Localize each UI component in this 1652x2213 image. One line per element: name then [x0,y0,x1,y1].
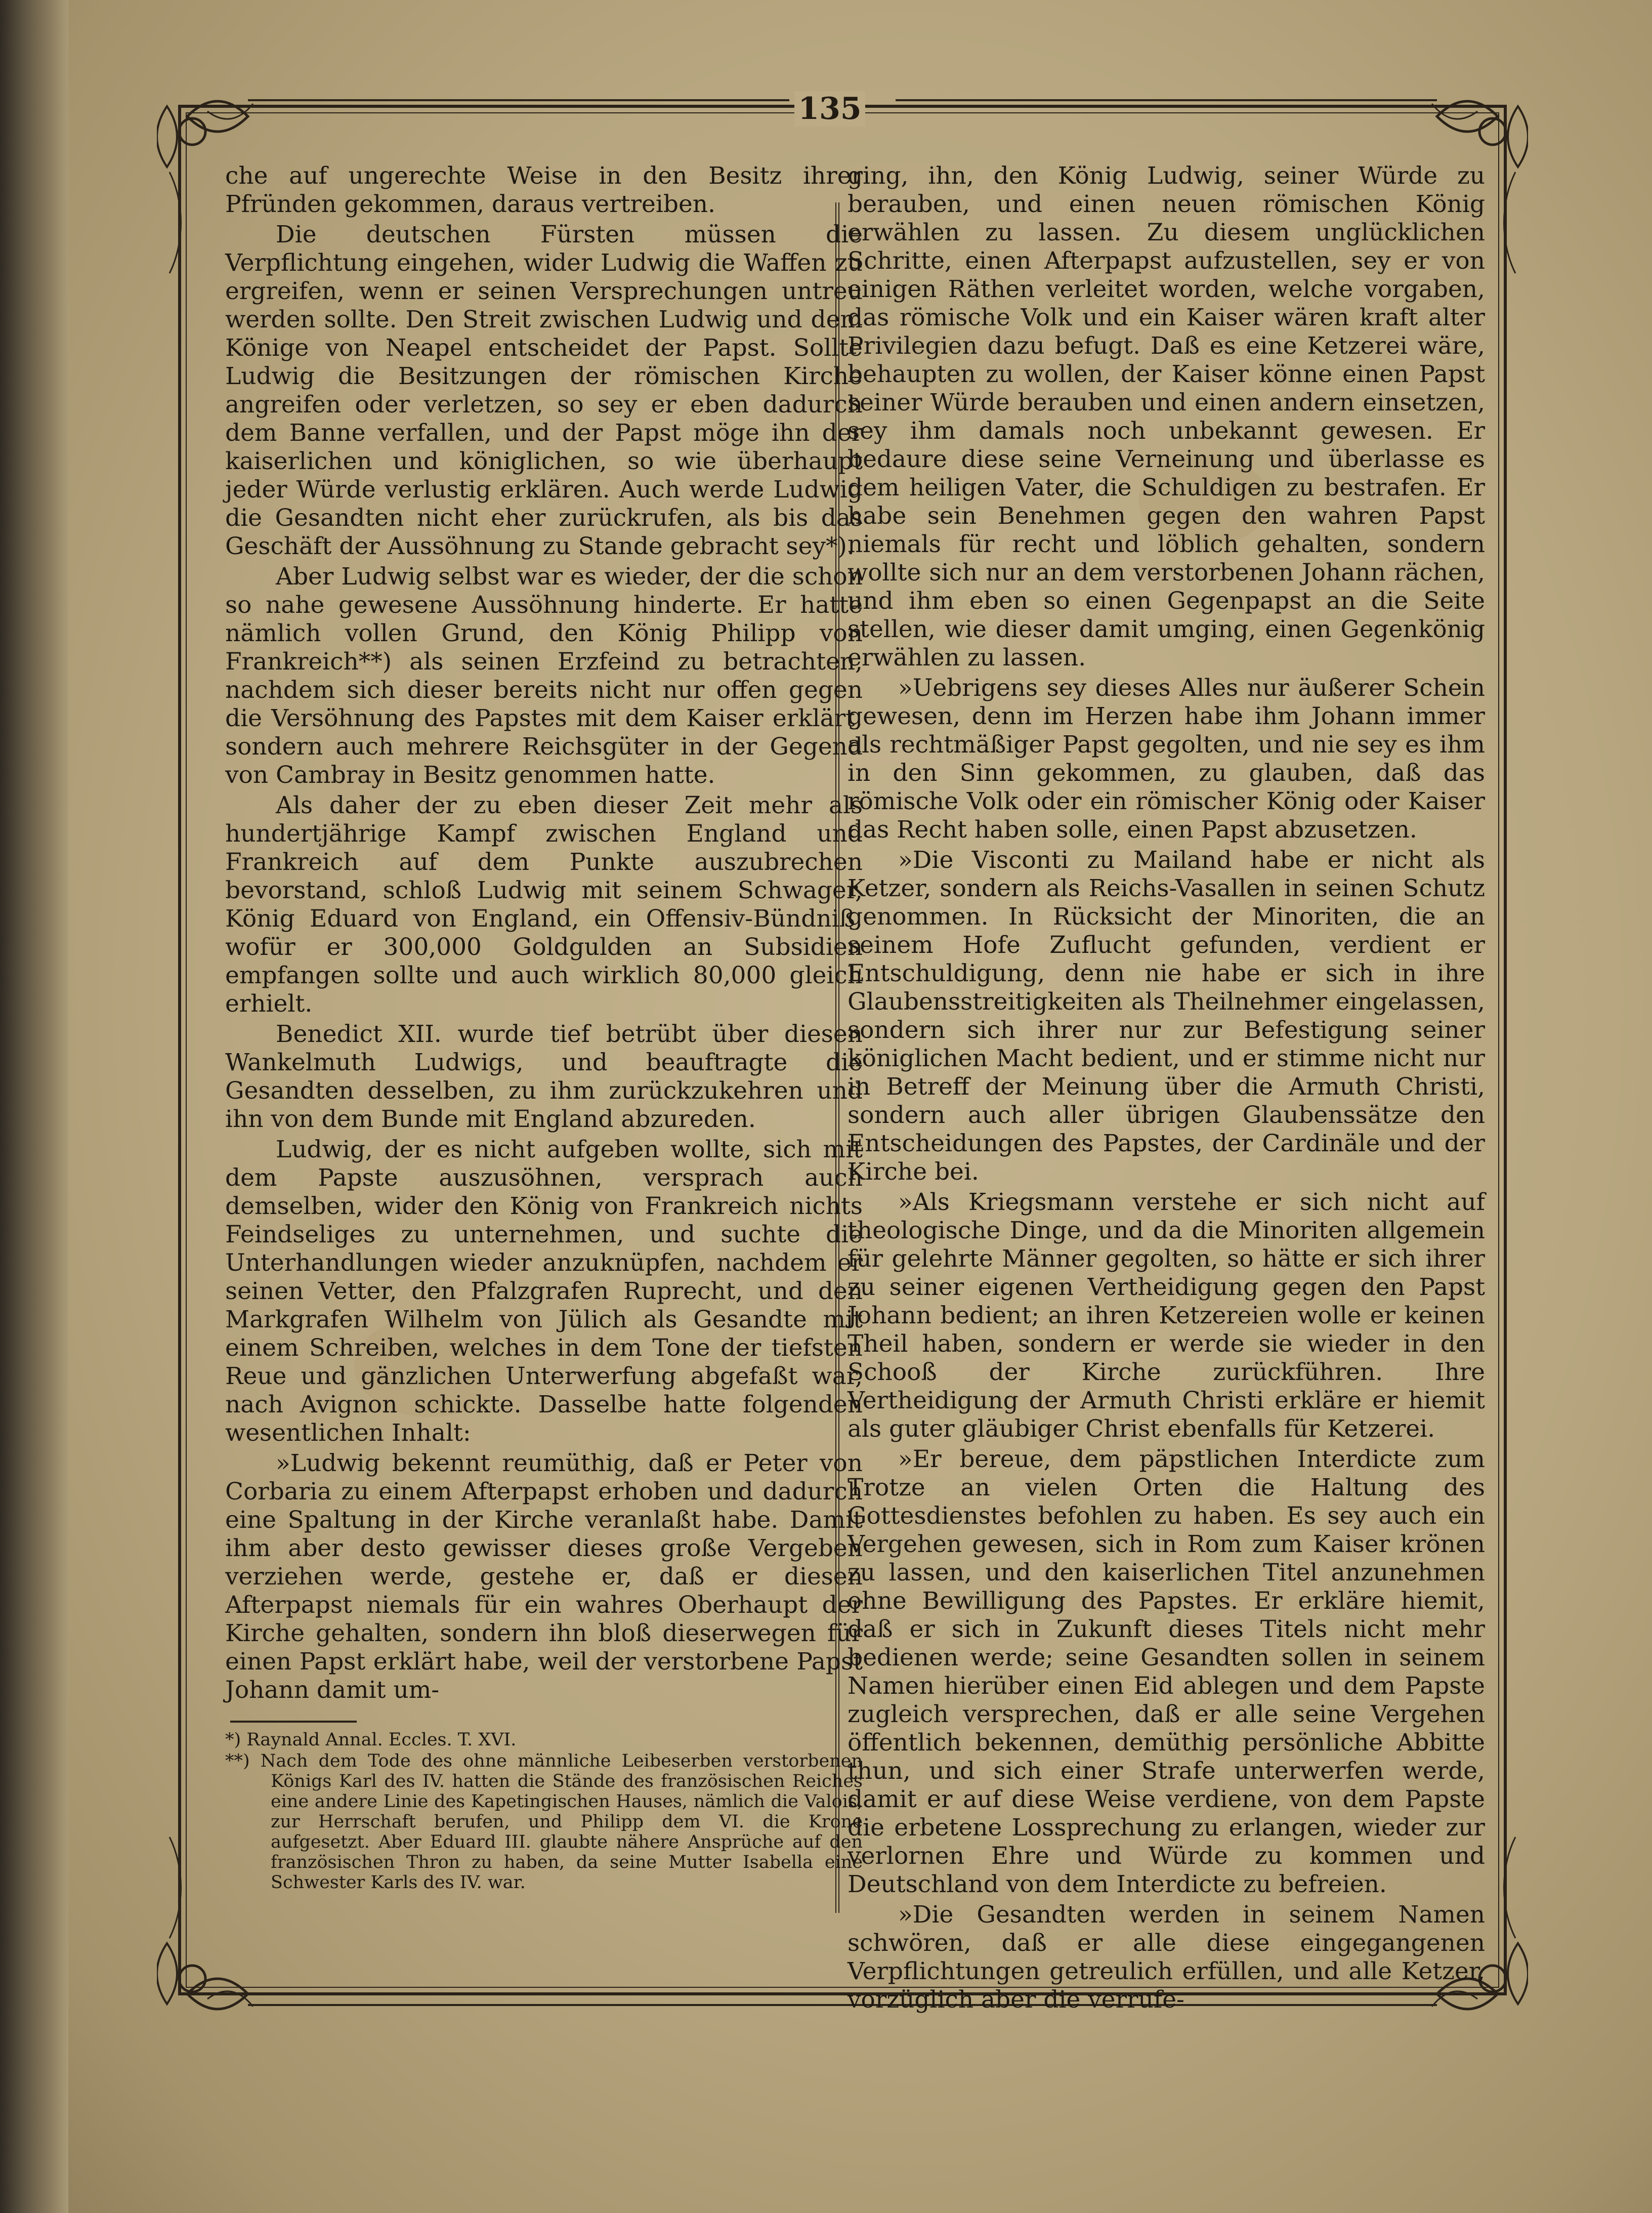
footnote: **) Nach dem Tode des ohne männliche Leibeserben verstorbenen Königs Karl des IV. hatten die Stände des französischen Reiches eine andere Linie des Kapetingischen Hauses, nämlich die Valois, zur Herrschaft berufen, und Philipp dem VI. die Krone aufgesetzt. Aber Eduard III. glaubte nähere Ansprüche auf den französischen Thron zu haben, da seine Mutter Isabella eine Schwester Karls des IV. war. [225,1751,863,1893]
paragraph: »Ludwig bekennt reumüthig, daß er Peter von Corbaria zu einem Afterpapst erhoben und dadurch eine Spaltung in der Kirche veranlaßt habe. Damit ihm aber desto gewisser dieses große Vergeben verziehen werde, gestehe er, daß er diesen Afterpapst niemals für ein wahres Oberhaupt der Kirche gehalten, sondern ihn bloß dieserwegen für einen Papst erklärt habe, weil der verstorbene Papst Johann damit um- [225,1449,863,1704]
paragraph: che auf ungerechte Weise in den Besitz ihrer Pfründen gekommen, daraus vertreiben. [225,162,863,218]
paragraph: Ludwig, der es nicht aufgeben wollte, sich mit dem Papste auszusöhnen, versprach auch demselben, wider den König von Frankreich nichts Feindseliges zu unternehmen, und suchte die Unterhandlungen wieder anzuknüpfen, nachdem er seinen Vetter, den Pfalzgrafen Ruprecht, und den Markgrafen Wilhelm von Jülich als Gesandte mit einem Schreiben, welches in dem Tone der tiefsten Reue und gänzlichen Unterwerfung abgefaßt war, nach Avignon schickte. Dasselbe hatte folgenden wesentlichen Inhalt: [225,1136,863,1447]
paragraph: Die deutschen Fürsten müssen die Verpflichtung eingehen, wider Ludwig die Waffen zu ergreifen, wenn er seinen Versprechungen untreu werden sollte. Den Streit zwischen Ludwig und dem Könige von Neapel entscheidet der Papst. Sollte Ludwig die Besitzungen der römischen Kirche angreifen oder verletzen, so sey er eben dadurch dem Banne verfallen, und der Papst möge ihn der kaiserlichen und königlichen, so wie überhaupt jeder Würde verlustig erklären. Auch werde Ludwig die Gesandten nicht eher zurückrufen, als bis das Geschäft der Aussöhnung zu Stande gebracht sey*). [225,221,863,560]
page-number: 135 [794,91,865,127]
paragraph: Benedict XII. wurde tief betrübt über diesen Wankelmuth Ludwigs, und beauftragte die Gesandten desselben, zu ihm zurückzukehren und ihn von dem Bunde mit England abzureden. [225,1020,863,1133]
footnote-rule [230,1721,357,1723]
paragraph: »Die Gesandten werden in seinem Namen schwören, daß er alle diese eingegangenen Verpflichtungen getreulich erfüllen, und alle Ketzer, vorzüglich aber die verrufe- [848,1901,1485,2014]
paragraph: »Als Kriegsmann verstehe er sich nicht auf theologische Dinge, und da die Minoriten allgemein für gelehrte Männer gegolten, so hätte er sich ihrer zu seiner eigenen Vertheidigung gegen den Papst Johann bedient; an ihren Ketzereien wolle er keinen Theil haben, sondern er werde sie wieder in den Schooß der Kirche zurückführen. Ihre Vertheidigung der Armuth Christi erkläre er hiemit als guter gläubiger Christ ebenfalls für Ketzerei. [848,1188,1485,1443]
footnotes [225,1721,863,1894]
paragraph: »Uebrigens sey dieses Alles nur äußerer Schein gewesen, denn im Herzen habe ihm Johann immer als rechtmäßiger Papst gegolten, und nie sey es ihm in den Sinn gekommen, zu glauben, daß das römische Volk oder ein römischer König oder Kaiser das Recht haben solle, einen Papst abzusetzen. [848,674,1485,844]
paragraph: Als daher der zu eben dieser Zeit mehr als hundertjährige Kampf zwischen England und Frankreich auf dem Punkte auszubrechen bevorstand, schloß Ludwig mit seinem Schwager, König Eduard von England, ein Offensiv-Bündniß, wofür er 300,000 Goldgulden an Subsidien empfangen sollte und auch wirklich 80,000 gleich erhielt. [225,791,863,1018]
paragraph: Aber Ludwig selbst war es wieder, der die schon so nahe gewesene Aussöhnung hinderte. Er hatte nämlich vollen Grund, den König Philipp von Frankreich**) als seinen Erzfeind zu betrachten, nachdem sich dieser bereits nicht nur offen gegen die Versöhnung des Papstes mit dem Kaiser erklärt, sondern auch mehrere Reichsgüter in der Gegend von Cambray in Besitz genommen hatte. [225,563,863,789]
book-gutter [0,0,68,2213]
paragraph: ging, ihn, den König Ludwig, seiner Würde zu berauben, und einen neuen römischen König erwählen zu lassen. Zu diesem unglücklichen Schritte, einen Afterpapst aufzustellen, sey er von einigen Räthen verleitet worden, welche vorgaben, das römische Volk und ein Kaiser wären kraft alter Privilegien dazu befugt. Daß es eine Ketzerei wäre, behaupten zu wollen, der Kaiser könne einen Papst seiner Würde berauben und einen andern einsetzen, sey ihm damals noch unbekannt gewesen. Er bedaure diese seine Verneinung und überlasse es dem heiligen Vater, die Schuldigen zu bestrafen. Er habe sein Benehmen gegen den wahren Papst niemals für recht und löblich gehalten, sondern wollte sich nur an dem verstorbenen Johann rächen, und ihm eben so einen Gegenpapst an die Seite stellen, wie dieser damit umging, einen Gegenkönig erwählen zu lassen. [848,162,1485,672]
footnote: *) Raynald Annal. Eccles. T. XVI. [225,1730,517,1750]
left-text-column [225,162,863,1706]
paragraph: »Er bereue, dem päpstlichen Interdicte zum Trotze an vielen Orten die Haltung des Gottesdienstes befohlen zu haben. Es sey auch ein Vergehen gewesen, sich in Rom zum Kaiser krönen zu lassen, und den kaiserlichen Titel anzunehmen ohne Bewilligung des Papstes. Er erkläre hiemit, daß er sich in Zukunft dieses Titels nicht mehr bedienen werde; seine Gesandten sollen in seinem Namen hierüber einen Eid ablegen und dem Papste zugleich versprechen, daß er alle seine Vergehen öffentlich bekennen, demüthig persönliche Abbitte thun, und sich einer Strafe unterwerfen werde, damit er auf diese Weise verdiene, von dem Papste die erbetene Lossprechung zu erlangen, wieder zur verlornen Ehre und Würde zu kommen und Deutschland von dem Interdicte zu befreien. [848,1445,1485,1898]
paragraph: »Die Visconti zu Mailand habe er nicht als Ketzer, sondern als Reichs-Vasallen in seinen Schutz genommen. In Rücksicht der Minoriten, die an seinem Hofe Zuflucht gefunden, verdient er Entschuldigung, denn nie habe er sich in ihre Glaubensstreitigkeiten als Theilnehmer eingelassen, sondern sich ihrer nur zur Befestigung seiner königlichen Macht bedient, und er stimme nicht nur in Betreff der Meinung über die Armuth Christi, sondern auch aller übrigen Glaubenssätze den Entscheidungen des Papstes, der Cardinäle und der Kirche bei. [848,846,1485,1186]
right-text-column [848,162,1485,2016]
